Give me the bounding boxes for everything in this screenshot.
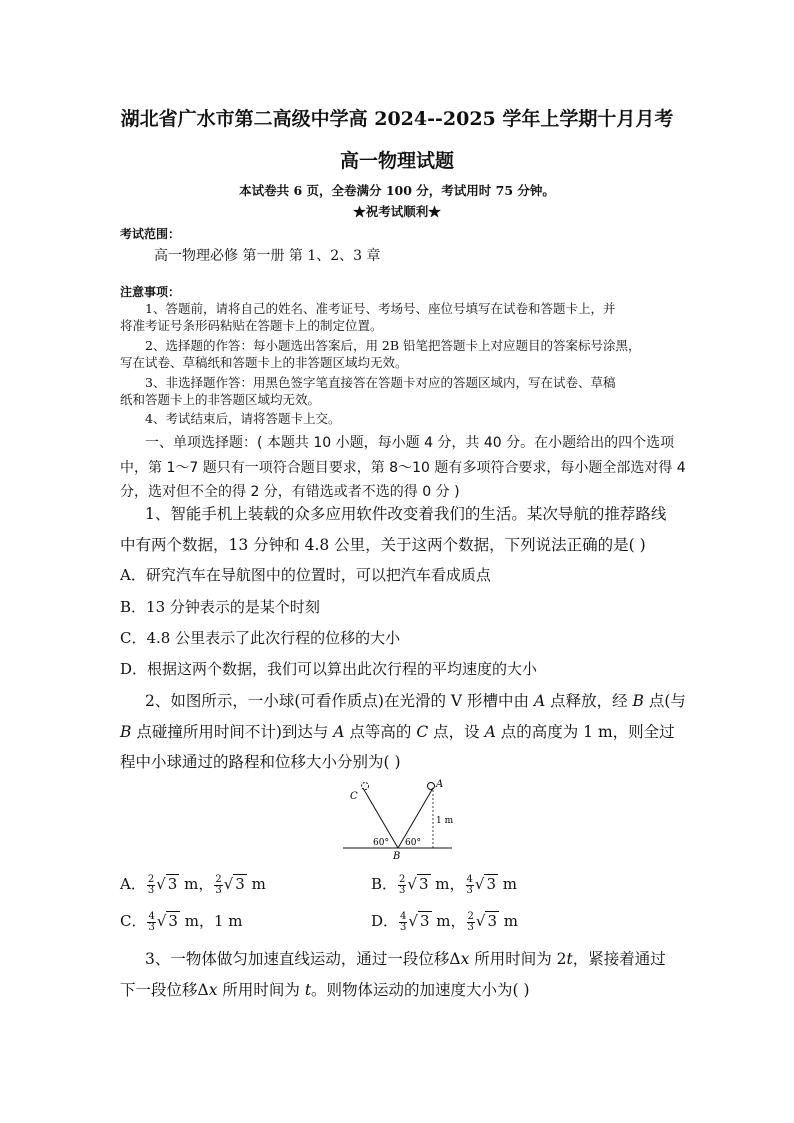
- note-line: 写在试卷、草稿纸和答题卡上的非答题区域均无效。: [120, 355, 408, 370]
- q2-stem-line2: B 点碰撞所用时间不计)到达与 A 点等高的 C 点，设 A 点的高度为 1 m，则全过: [120, 723, 675, 741]
- exam-wish: ★祝考试顺利★: [353, 204, 441, 219]
- v-groove-figure: [340, 778, 460, 864]
- note-line: 3、非选择题作答：用黑色签字笔直接答在答题卡对应的答题区域内，写在试卷、草稿: [145, 375, 616, 390]
- q2-option-c: C． $\frac{4}{3}$ √ 3 m，1 m: [120, 910, 243, 933]
- q2-stem-line1: 2、如图所示，一小球(可看作质点)在光滑的 V 形槽中由 A 点释放，经 B 点(与: [145, 692, 686, 710]
- section-heading: 一、单项选择题：( 本题共 10 小题，每小题 4 分，共 40 分。在小题给出的四个选项: [145, 435, 675, 451]
- scope-content: 高一物理必修 第一册 第 1、2、3 章: [154, 248, 381, 264]
- scope-label: 考试范围：: [120, 227, 181, 241]
- q2-stem-line3: 程中小球通过的路程和位移大小分别为( ): [120, 753, 401, 771]
- note-line: 4、考试结束后，请将答题卡上交。: [145, 411, 341, 426]
- q3-stem-line1: 3、一物体做匀加速直线运动，通过一段位移Δx 所用时间为 2t，紧接着通过: [145, 950, 666, 968]
- notes-label: 注意事项：: [120, 285, 181, 299]
- q2-option-d: D． $\frac{4}{3}$ √ 3 m， $\frac{2}{3}$ √ 3 m: [371, 910, 518, 933]
- note-line: 将准考证号条形码粘贴在答题卡上的制定位置。: [120, 318, 383, 333]
- label-height: 1 m: [436, 816, 454, 826]
- q1-option-a: A．研究汽车在导航图中的位置时，可以把汽车看成质点: [120, 566, 491, 584]
- q1-stem: 中有两个数据，13 分钟和 4.8 公里，关于这两个数据，下列说法正确的是( ): [120, 536, 646, 554]
- label-angle-left: 60°: [373, 838, 389, 848]
- q2-option-a: A． $\frac{2}{3}$ √ 3 m， $\frac{2}{3}$ √ 3 m: [120, 873, 266, 896]
- subject-title: 高一物理试题: [339, 150, 454, 172]
- ball-at-a: [428, 783, 435, 790]
- note-line: 1、答题前，请将自己的姓名、准考证号、考场号、座位号填写在试卷和答题卡上，并: [145, 301, 616, 316]
- label-b: B: [393, 851, 401, 862]
- q1-option-c: C．4.8 公里表示了此次行程的位移的大小: [120, 629, 401, 647]
- q3-stem-line2: 下一段位移Δx 所用时间为 t。则物体运动的加速度大小为( ): [120, 981, 530, 999]
- note-line: 纸和答题卡上的非答题区域均无效。: [120, 392, 321, 407]
- label-angle-right: 60°: [405, 838, 421, 848]
- note-line: 2、选择题的作答：每小题选出答案后，用 2B 铅笔把答题卡上对应题目的答案标号涂黑，: [145, 338, 641, 353]
- section-heading: 中，第 1～7 题只有一项符合题目要求，第 8～10 题有多项符合要求，每小题全部选对得 4: [120, 460, 686, 476]
- q1-option-b: B．13 分钟表示的是某个时刻: [120, 598, 320, 616]
- q1-option-d: D．根据这两个数据，我们可以算出此次行程的平均速度的大小: [120, 660, 538, 678]
- q1-stem: 1、智能手机上装载的众多应用软件改变着我们的生活。某次导航的推荐路线: [145, 505, 667, 523]
- exam-title: 湖北省广水市第二高级中学高 2024--2025 学年上学期十月月考: [120, 108, 674, 130]
- section-heading: 分，选对但不全的得 2 分，有错选或者不选的得 0 分 ): [120, 484, 460, 500]
- label-c: C: [350, 791, 358, 802]
- ball-at-c: [362, 783, 369, 790]
- exam-info: 本试卷共 6 页，全卷满分 100 分，考试用时 75 分钟。: [239, 183, 555, 198]
- q2-option-b: B． $\frac{2}{3}$ √ 3 m， $\frac{4}{3}$ √ 3 m: [371, 873, 517, 896]
- label-a: A: [436, 779, 444, 790]
